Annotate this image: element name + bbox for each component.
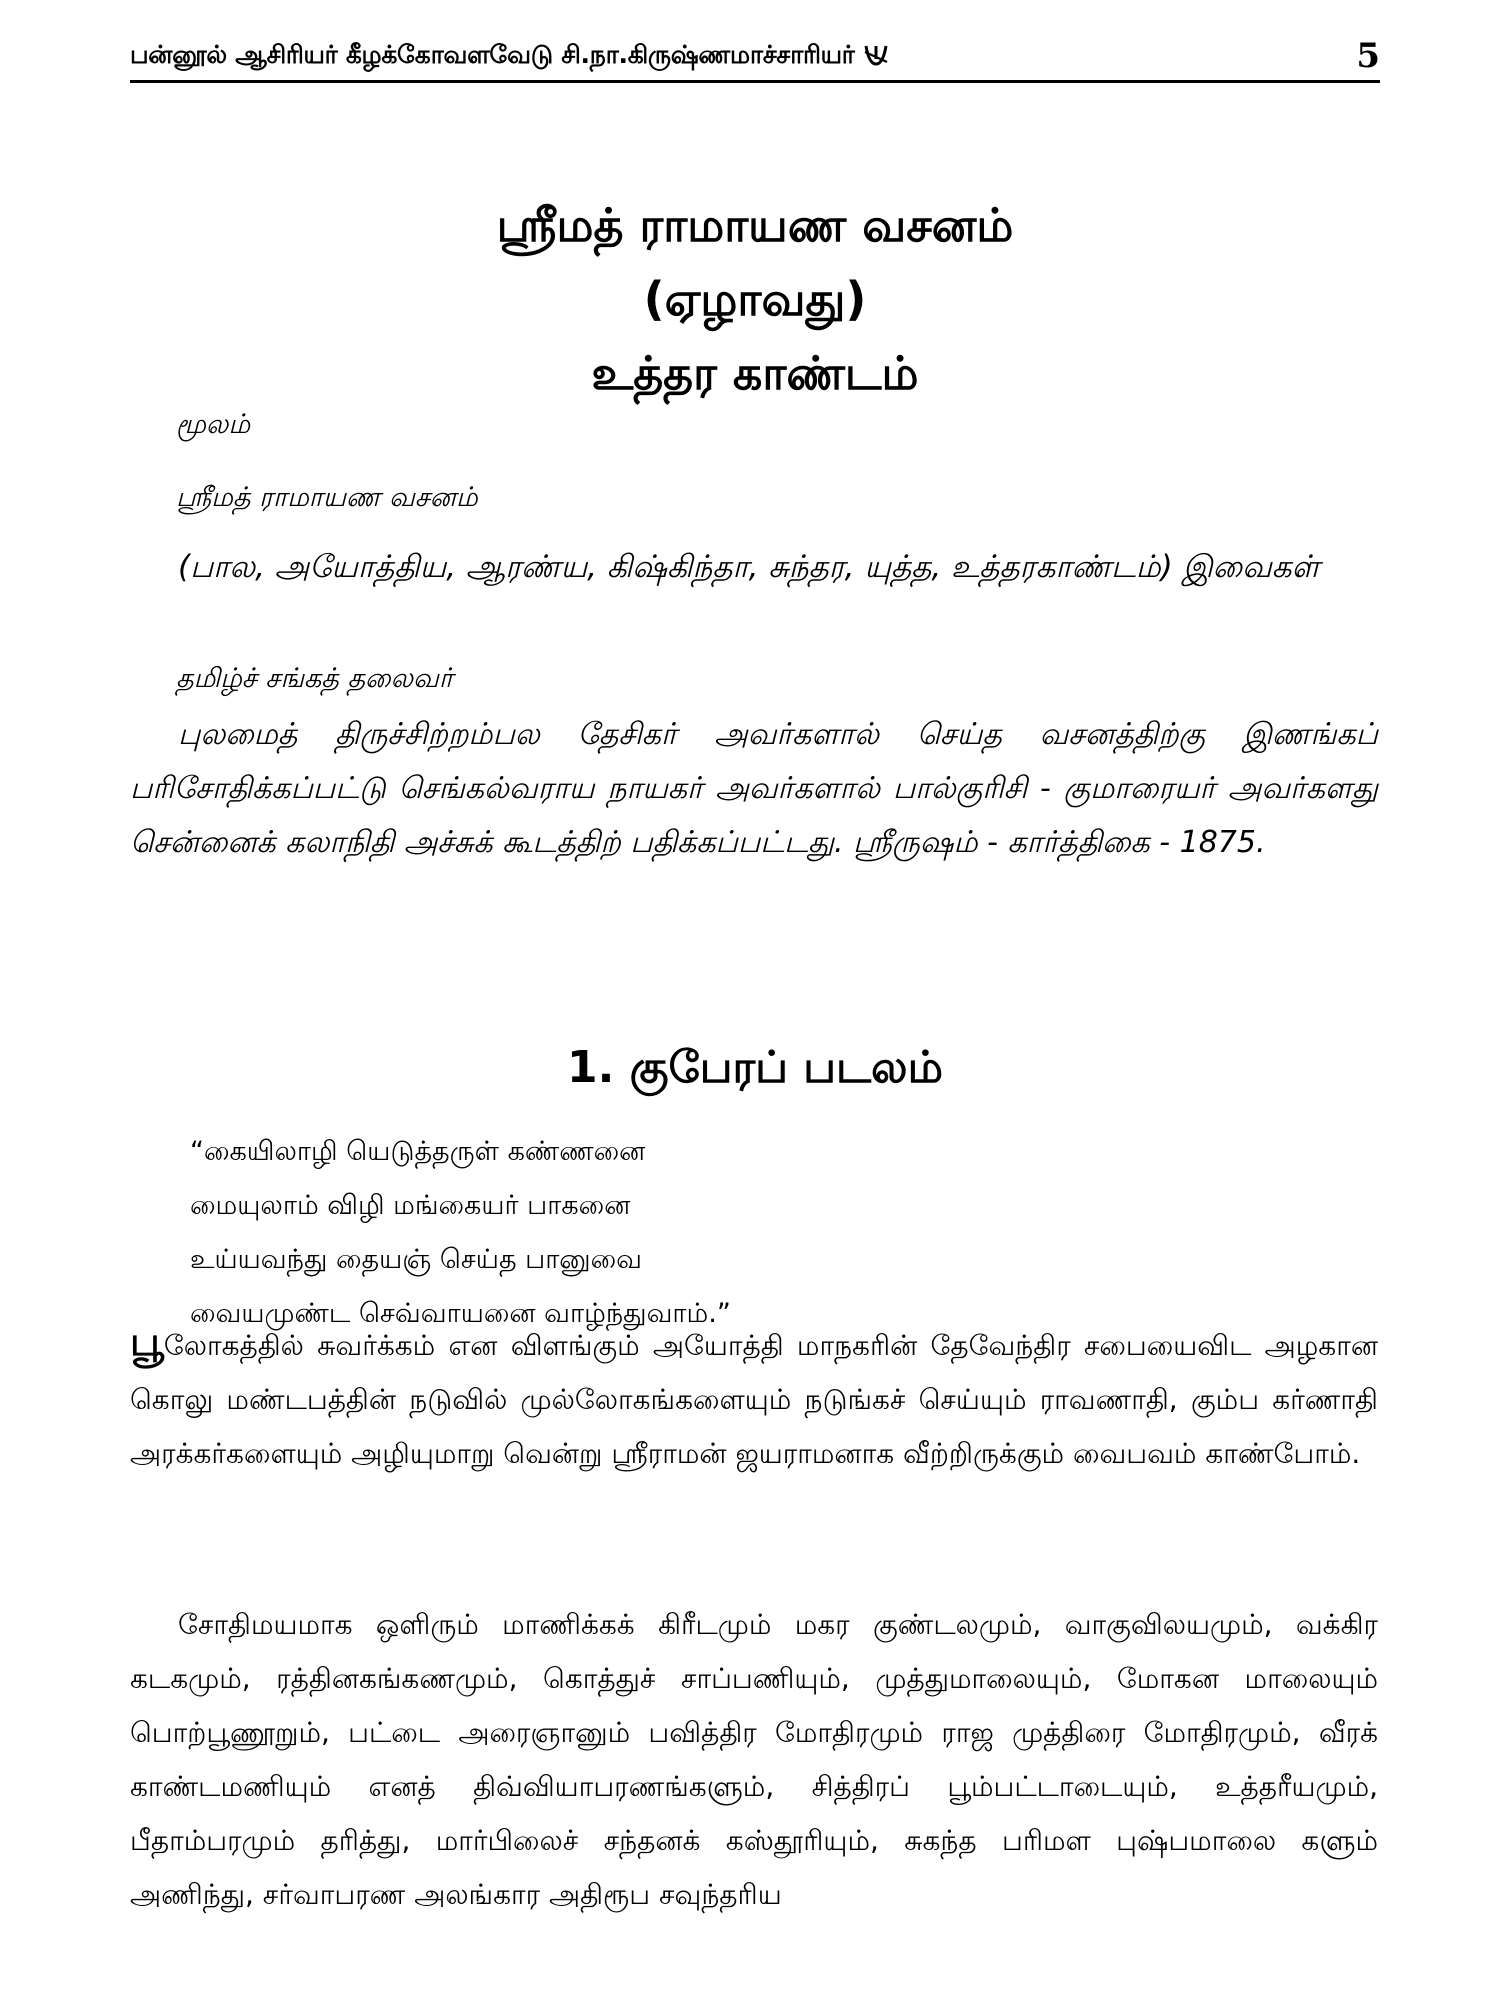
volumes-text: (பால, அயோத்திய, ஆரண்ய, கிஷ்கிந்தா, சுந்தர, யுத்த, உத்தரகாண்டம்) இவைகள் — [178, 549, 1320, 585]
front-matter — [176, 405, 1376, 551]
book-title: ஸ்ரீமத் ராமாயண வசனம் — [496, 198, 1014, 252]
publication-note — [130, 708, 1378, 870]
kanda-title: உத்தர காண்டம் — [591, 346, 919, 400]
publication-text: புலமைத் திருச்சிற்றம்பல தேசிகர் அவர்களால் செய்த வசனத்திற்கு இணங்கப் பரிசோதிக்கப்பட்டு செங்கல்வராய நாயகர் அவர்களால் பால்குரிசி - குமாரையர் அவர்களது சென்னைக் கலாநிதி அச்சுக் கூடத்திற் பதிக்கப்பட்டது. ஸ்ரீருஷம் - கார்த்திகை - 1875. — [130, 717, 1378, 860]
header-rule — [130, 80, 1380, 83]
invocation-verse — [190, 1125, 1290, 1341]
body-paragraph-1 — [130, 1315, 1378, 1481]
book-title-block — [130, 188, 1380, 410]
verse-line: உய்யவந்து தையஞ் செய்த பானுவை — [190, 1244, 643, 1275]
source-label: மூலம் — [176, 409, 251, 440]
page-number: 5 — [1356, 36, 1380, 76]
volumes-list — [130, 535, 1378, 599]
paragraph-text: லோகத்தில் சுவர்க்கம் என விளங்கும் அயோத்தி மாநகரின் தேவேந்திர சபையைவிட அழகான கொலு மண்டபத்தின் நடுவில் முல்லோகங்களையும் நடுங்கச் செய்யும் ராவணாதி, கும்ப கர்ணாதி அரக்கர்களையும் அழியுமாறு வென்று ஸ்ரீராமன் ஜயராமனாக வீற்றிருக்கும் வைபவம் காண்போம். — [130, 1329, 1378, 1470]
drop-initial: பூ — [130, 1319, 164, 1365]
source-title: ஸ்ரீமத் ராமாயண வசனம் — [176, 482, 478, 513]
verse-line: “கையிலாழி யெடுத்தருள் கண்ணனை — [190, 1136, 646, 1167]
verse-line: மையுலாம் விழி மங்கையர் பாகனை — [190, 1190, 631, 1221]
presided-text: தமிழ்ச் சங்கத் தலைவர் — [176, 663, 453, 694]
volume-label: (ஏழாவது) — [643, 272, 867, 326]
tilak-icon — [863, 42, 889, 66]
running-header — [130, 30, 1380, 82]
body-paragraph-2 — [130, 1598, 1378, 1922]
verse-line: வையமுண்ட செவ்வாயனை வாழ்ந்துவாம்.” — [190, 1298, 731, 1329]
chapter-title: 1. குபேரப் படலம் — [567, 1042, 943, 1093]
presided-label — [176, 652, 1376, 706]
running-title-text: பன்னூல் ஆசிரியர் கீழக்கோவளவேடு சி.நா.கிருஷ்ணமாச்சாரியர் — [130, 39, 863, 69]
paragraph-text: சோதிமயமாக ஒளிரும் மாணிக்கக் கிரீடமும் மகர குண்டலமும், வாகுவிலயமும், வக்கிர கடகமும், ரத்தினகங்கணமும், கொத்துச் சாப்பணியும், முத்துமாலையும், மோகன மாலையும் பொற்பூணூறும், பட்டை அரைஞானும் பவித்திர மோதிரமும் ராஜ முத்திரை மோதிரமும், வீரக் காண்டமணியும் எனத் திவ்வியாபரணங்களும், சித்திரப் பூம்பட்டாடையும், உத்தரீயமும், பீதாம்பரமும் தரித்து, மார்பிலைச் சந்தனக் கஸ்தூரியும், சுகந்த பரிமள புஷ்பமாலை களும் அணிந்து, சர்வாபரண அலங்கார அதிரூப சவுந்தரிய — [130, 1608, 1378, 1911]
running-title — [130, 40, 889, 73]
